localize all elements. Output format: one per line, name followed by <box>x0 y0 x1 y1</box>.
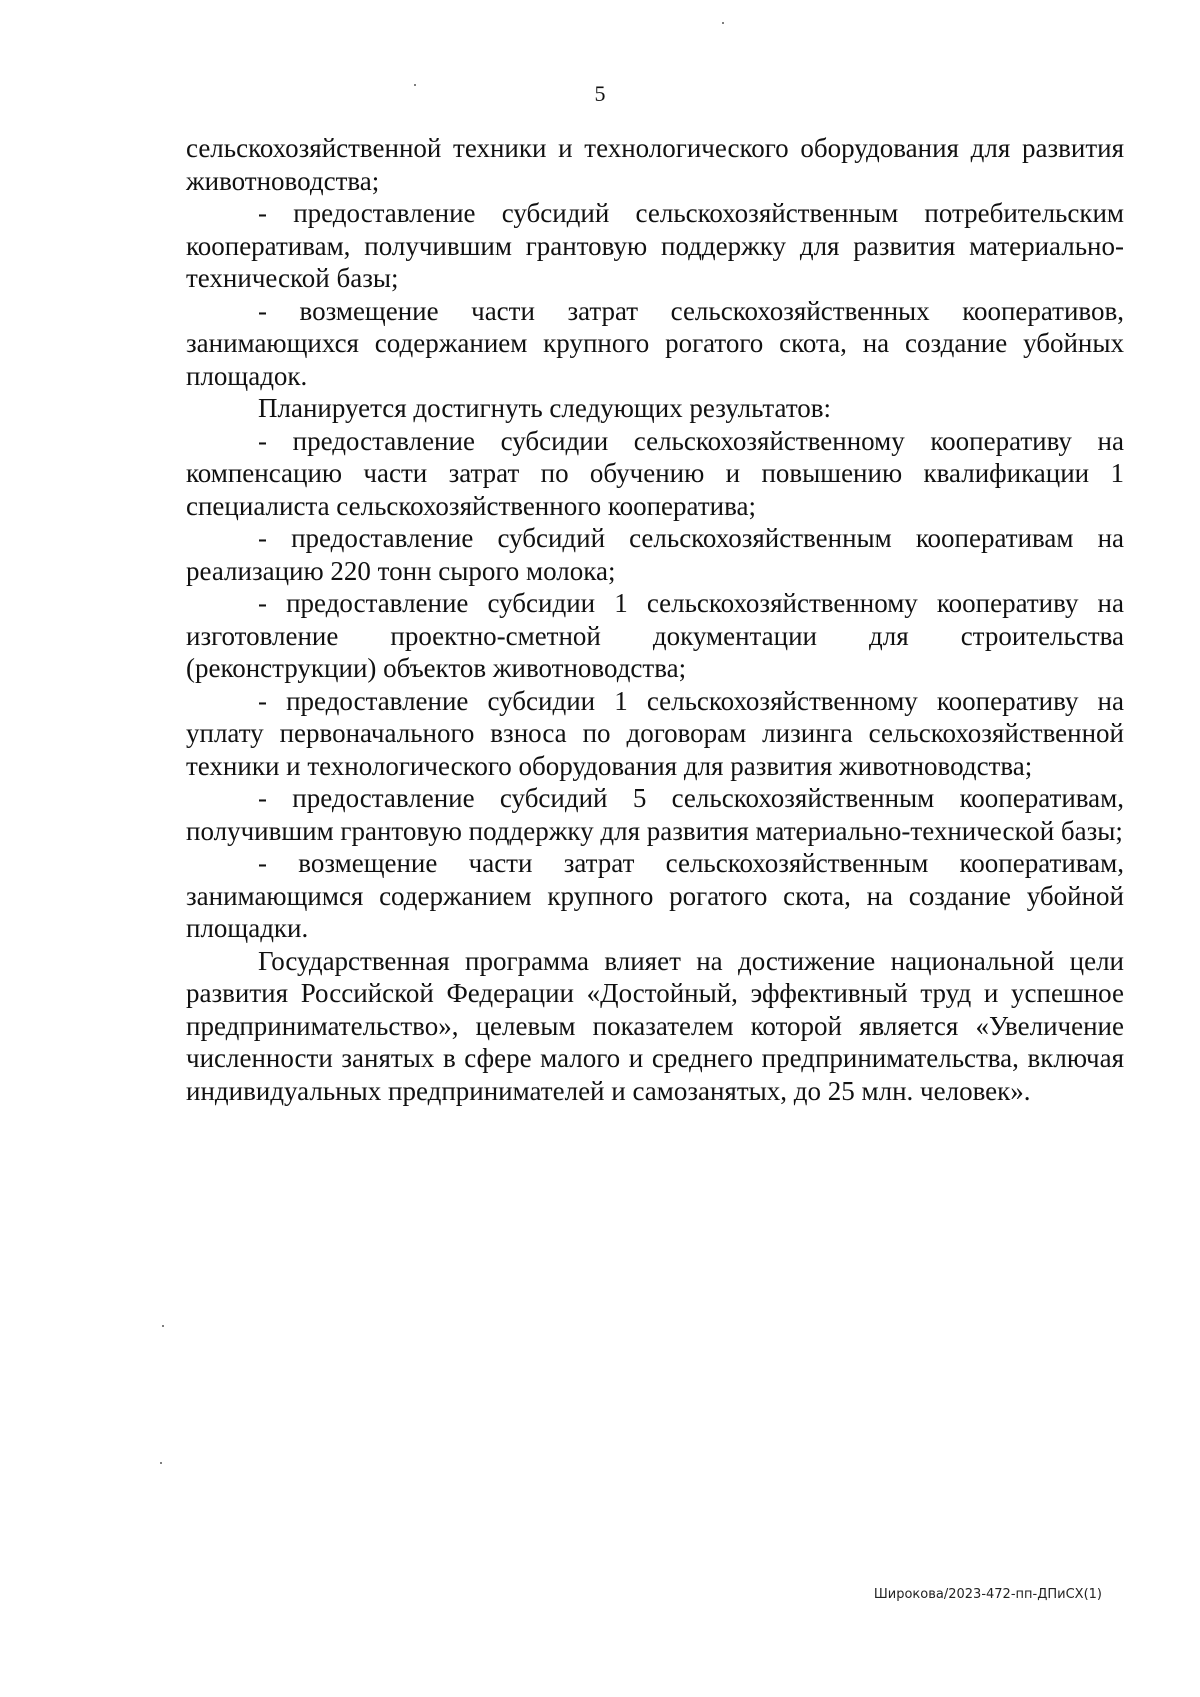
paragraph: - предоставление субсидии сельскохозяйственному кооперативу на компенсацию части затрат по обучению и повышению квалификации 1 специалиста сельскохозяйственного кооператива; <box>186 425 1124 521</box>
paragraph: - предоставление субсидий сельскохозяйственным кооперативам на реализацию 220 тонн сырого молока; <box>186 523 1124 586</box>
paragraph: Планируется достигнуть следующих результатов: <box>258 393 832 423</box>
paragraph: - предоставление субсидий 5 сельскохозяйственным кооперативам, получившим грантовую поддержку для развития материально-технической базы; <box>186 783 1124 846</box>
page-number: 5 <box>594 81 606 106</box>
document-footer-code: Широкова/2023-472-пп-ДПиСХ(1) <box>873 1587 1102 1602</box>
document-body <box>186 132 1124 1107</box>
paragraph: Государственная программа влияет на достижение национальной цели развития Российской Федерации «Достойный, эффективный труд и успешное предпринимательство», целевым показателем которой является «Увеличение численности занятых в сфере малого и среднего предпринимательства, включая индивидуальных предпринимателей и самозанятых, до 25 млн. человек». <box>186 945 1124 1106</box>
paragraph: - предоставление субсидий сельскохозяйственным потребительским кооперативам, получившим грантовую поддержку для развития материально-технической базы; <box>186 198 1124 293</box>
paragraph: - возмещение части затрат сельскохозяйственных кооперативов, занимающихся содержанием крупного рогатого скота, на создание убойных площадок. <box>186 295 1124 391</box>
paragraph: - предоставление субсидии 1 сельскохозяйственному кооперативу на уплату первоначального взноса по договорам лизинга сельскохозяйственной техники и технологического оборудования для развития животноводства; <box>186 685 1124 781</box>
paragraph: сельскохозяйственной техники и технологического оборудования для развития животноводства; <box>186 133 1124 196</box>
scan-speck <box>722 22 724 24</box>
paragraph: - возмещение части затрат сельскохозяйственным кооперативам, занимающимся содержанием крупного рогатого скота, на создание убойной площадки. <box>186 848 1124 943</box>
scan-speck <box>160 1462 162 1464</box>
paragraph: - предоставление субсидии 1 сельскохозяйственному кооперативу на изготовление проектно-сметной документации для строительства (реконструкции) объектов животноводства; <box>186 588 1124 683</box>
scan-speck <box>162 1325 164 1327</box>
